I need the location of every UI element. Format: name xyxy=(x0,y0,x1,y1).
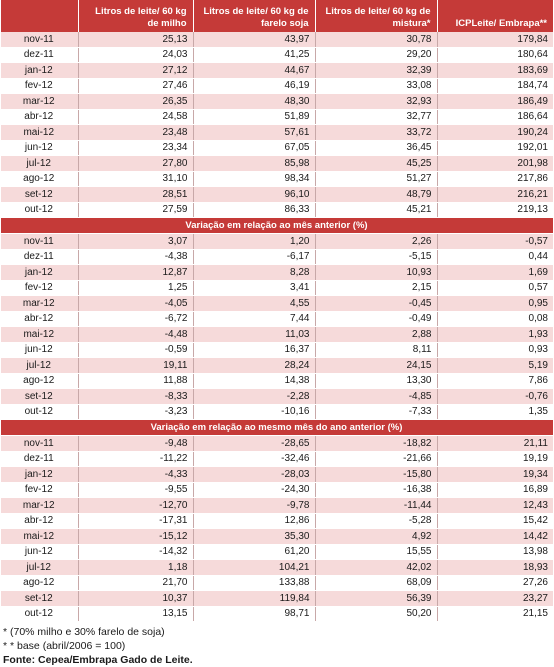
table-row xyxy=(1,63,553,79)
cell-icpleite: 219,13 xyxy=(437,202,553,218)
cell-farelo-soja: -24,30 xyxy=(193,482,315,498)
section-header-row xyxy=(1,218,553,234)
table-row xyxy=(1,436,553,452)
cell-farelo-soja: 57,61 xyxy=(193,125,315,141)
cell-farelo-soja: 61,20 xyxy=(193,544,315,560)
cell-farelo-soja: 98,34 xyxy=(193,171,315,187)
cell-month: mar-12 xyxy=(1,94,78,110)
cell-mistura: -21,66 xyxy=(315,451,437,467)
cell-icpleite: 18,93 xyxy=(437,560,553,576)
header-icpleite: ICPLeite/ Embrapa** xyxy=(437,0,553,32)
cell-milho: -11,22 xyxy=(78,451,193,467)
cell-month: out-12 xyxy=(1,404,78,420)
cell-icpleite: 0,44 xyxy=(437,249,553,265)
cell-mistura: 30,78 xyxy=(315,32,437,47)
cell-farelo-soja: 7,44 xyxy=(193,311,315,327)
cell-farelo-soja: -32,46 xyxy=(193,451,315,467)
cell-month: jun-12 xyxy=(1,544,78,560)
cell-milho: -4,05 xyxy=(78,296,193,312)
cell-month: jan-12 xyxy=(1,265,78,281)
cell-mistura: 56,39 xyxy=(315,591,437,607)
header-mistura: Litros de leite/ 60 kg de mistura* xyxy=(315,0,437,32)
cell-icpleite: 15,42 xyxy=(437,513,553,529)
cell-icpleite: 180,64 xyxy=(437,47,553,63)
cell-month: set-12 xyxy=(1,389,78,405)
cell-icpleite: 27,26 xyxy=(437,575,553,591)
cell-month: mar-12 xyxy=(1,498,78,514)
cell-mistura: 2,88 xyxy=(315,327,437,343)
table-row xyxy=(1,373,553,389)
cell-mistura: -15,80 xyxy=(315,467,437,483)
cell-milho: -14,32 xyxy=(78,544,193,560)
cell-icpleite: -0,76 xyxy=(437,389,553,405)
cell-farelo-soja: -10,16 xyxy=(193,404,315,420)
cell-milho: -4,48 xyxy=(78,327,193,343)
footnote-base: * * base (abril/2006 = 100) xyxy=(3,640,126,652)
cell-icpleite: 1,69 xyxy=(437,265,553,281)
table-row xyxy=(1,342,553,358)
cell-milho: 3,07 xyxy=(78,234,193,250)
cell-month: out-12 xyxy=(1,202,78,218)
cell-farelo-soja: 16,37 xyxy=(193,342,315,358)
table-row xyxy=(1,109,553,125)
table-row xyxy=(1,606,553,622)
cell-icpleite: 21,11 xyxy=(437,436,553,452)
cell-month: jul-12 xyxy=(1,560,78,576)
cell-farelo-soja: 67,05 xyxy=(193,140,315,156)
cell-icpleite: 7,86 xyxy=(437,373,553,389)
cell-farelo-soja: 48,30 xyxy=(193,94,315,110)
cell-icpleite: 192,01 xyxy=(437,140,553,156)
cell-milho: -6,72 xyxy=(78,311,193,327)
cell-icpleite: 184,74 xyxy=(437,78,553,94)
cell-mistura: -5,28 xyxy=(315,513,437,529)
cell-month: dez-11 xyxy=(1,451,78,467)
table-row xyxy=(1,140,553,156)
cell-milho: 26,35 xyxy=(78,94,193,110)
table-row xyxy=(1,249,553,265)
cell-mistura: 29,20 xyxy=(315,47,437,63)
table-row xyxy=(1,171,553,187)
cell-milho: -15,12 xyxy=(78,529,193,545)
cell-milho: 25,13 xyxy=(78,32,193,47)
cell-icpleite: 0,93 xyxy=(437,342,553,358)
cell-milho: -8,33 xyxy=(78,389,193,405)
cell-milho: -0,59 xyxy=(78,342,193,358)
cell-icpleite: 179,84 xyxy=(437,32,553,47)
cell-month: fev-12 xyxy=(1,78,78,94)
cell-farelo-soja: -2,28 xyxy=(193,389,315,405)
cell-month: ago-12 xyxy=(1,373,78,389)
cell-mistura: 2,26 xyxy=(315,234,437,250)
cell-mistura: -7,33 xyxy=(315,404,437,420)
cell-farelo-soja: 1,20 xyxy=(193,234,315,250)
cell-farelo-soja: 85,98 xyxy=(193,156,315,172)
cell-mistura: 4,92 xyxy=(315,529,437,545)
cell-milho: -17,31 xyxy=(78,513,193,529)
cell-month: abr-12 xyxy=(1,109,78,125)
table-row xyxy=(1,451,553,467)
cell-month: jun-12 xyxy=(1,140,78,156)
cell-farelo-soja: -6,17 xyxy=(193,249,315,265)
cell-milho: 1,25 xyxy=(78,280,193,296)
cell-farelo-soja: 43,97 xyxy=(193,32,315,47)
cell-mistura: 48,79 xyxy=(315,187,437,203)
cell-icpleite: 217,86 xyxy=(437,171,553,187)
cell-farelo-soja: 104,21 xyxy=(193,560,315,576)
cell-mistura: 68,09 xyxy=(315,575,437,591)
table-row xyxy=(1,327,553,343)
cell-icpleite: 19,19 xyxy=(437,451,553,467)
cell-mistura: -16,38 xyxy=(315,482,437,498)
cell-farelo-soja: 3,41 xyxy=(193,280,315,296)
cell-mistura: 45,21 xyxy=(315,202,437,218)
footnotes xyxy=(0,622,554,667)
table-row xyxy=(1,296,553,312)
cell-icpleite: 190,24 xyxy=(437,125,553,141)
cell-milho: 1,18 xyxy=(78,560,193,576)
cell-mistura: 33,72 xyxy=(315,125,437,141)
cell-month: jul-12 xyxy=(1,358,78,374)
table-row xyxy=(1,32,553,47)
cell-milho: 31,10 xyxy=(78,171,193,187)
table-row xyxy=(1,202,553,218)
cell-mistura: 42,02 xyxy=(315,560,437,576)
cell-milho: 27,12 xyxy=(78,63,193,79)
cell-mistura: -18,82 xyxy=(315,436,437,452)
cell-mistura: 36,45 xyxy=(315,140,437,156)
cell-icpleite: 1,35 xyxy=(437,404,553,420)
cell-month: fev-12 xyxy=(1,280,78,296)
cell-icpleite: 186,49 xyxy=(437,94,553,110)
cell-month: jan-12 xyxy=(1,63,78,79)
cell-month: ago-12 xyxy=(1,575,78,591)
table-row xyxy=(1,513,553,529)
cell-icpleite: 0,08 xyxy=(437,311,553,327)
cell-farelo-soja: 98,71 xyxy=(193,606,315,622)
source-note: Fonte: Cepea/Embrapa Gado de Leite. xyxy=(3,654,193,666)
table-row xyxy=(1,575,553,591)
cell-milho: -9,55 xyxy=(78,482,193,498)
cell-month: mai-12 xyxy=(1,529,78,545)
cell-milho: 27,59 xyxy=(78,202,193,218)
cell-month: abr-12 xyxy=(1,311,78,327)
cell-milho: -3,23 xyxy=(78,404,193,420)
cell-mistura: -0,45 xyxy=(315,296,437,312)
section-title: Variação em relação ao mesmo mês do ano anterior (%) xyxy=(1,420,553,436)
cell-farelo-soja: 46,19 xyxy=(193,78,315,94)
table-row xyxy=(1,78,553,94)
cell-month: nov-11 xyxy=(1,436,78,452)
cell-farelo-soja: -28,03 xyxy=(193,467,315,483)
cell-milho: 12,87 xyxy=(78,265,193,281)
cell-mistura: 32,39 xyxy=(315,63,437,79)
table-row xyxy=(1,280,553,296)
cell-month: jul-12 xyxy=(1,156,78,172)
cell-mistura: 45,25 xyxy=(315,156,437,172)
cell-mistura: 13,30 xyxy=(315,373,437,389)
cell-month: set-12 xyxy=(1,187,78,203)
cell-mistura: -0,49 xyxy=(315,311,437,327)
table-row xyxy=(1,265,553,281)
cell-mistura: 32,77 xyxy=(315,109,437,125)
cell-farelo-soja: 4,55 xyxy=(193,296,315,312)
cell-mistura: 8,11 xyxy=(315,342,437,358)
cell-month: ago-12 xyxy=(1,171,78,187)
cell-milho: 27,46 xyxy=(78,78,193,94)
cell-farelo-soja: 8,28 xyxy=(193,265,315,281)
cell-icpleite: 186,64 xyxy=(437,109,553,125)
table-row xyxy=(1,311,553,327)
cell-farelo-soja: 14,38 xyxy=(193,373,315,389)
table-row xyxy=(1,482,553,498)
table-row xyxy=(1,467,553,483)
header-farelo-soja: Litros de leite/ 60 kg de farelo soja xyxy=(193,0,315,32)
cell-month: dez-11 xyxy=(1,47,78,63)
cell-month: mai-12 xyxy=(1,327,78,343)
cell-mistura: 10,93 xyxy=(315,265,437,281)
cell-icpleite: 13,98 xyxy=(437,544,553,560)
cell-milho: 27,80 xyxy=(78,156,193,172)
cell-mistura: -11,44 xyxy=(315,498,437,514)
cell-icpleite: 16,89 xyxy=(437,482,553,498)
cell-milho: 24,03 xyxy=(78,47,193,63)
cell-icpleite: 0,95 xyxy=(437,296,553,312)
cell-farelo-soja: 11,03 xyxy=(193,327,315,343)
cell-milho: -4,38 xyxy=(78,249,193,265)
cell-milho: -12,70 xyxy=(78,498,193,514)
table-row xyxy=(1,544,553,560)
cell-icpleite: 12,43 xyxy=(437,498,553,514)
cell-icpleite: 21,15 xyxy=(437,606,553,622)
table-row xyxy=(1,47,553,63)
cell-month: mai-12 xyxy=(1,125,78,141)
cell-milho: 13,15 xyxy=(78,606,193,622)
cell-icpleite: 23,27 xyxy=(437,591,553,607)
cell-mistura: 50,20 xyxy=(315,606,437,622)
header-milho: Litros de leite/ 60 kg de milho xyxy=(78,0,193,32)
cell-mistura: -5,15 xyxy=(315,249,437,265)
table-row xyxy=(1,560,553,576)
header-row xyxy=(1,0,553,32)
cell-farelo-soja: 44,67 xyxy=(193,63,315,79)
header-month xyxy=(1,0,78,32)
cell-icpleite: 5,19 xyxy=(437,358,553,374)
cell-month: nov-11 xyxy=(1,32,78,47)
table-row xyxy=(1,529,553,545)
cell-month: mar-12 xyxy=(1,296,78,312)
cell-milho: 11,88 xyxy=(78,373,193,389)
cell-mistura: 32,93 xyxy=(315,94,437,110)
cell-milho: 19,11 xyxy=(78,358,193,374)
cell-milho: -9,48 xyxy=(78,436,193,452)
cell-milho: 21,70 xyxy=(78,575,193,591)
cell-icpleite: 19,34 xyxy=(437,467,553,483)
cell-month: fev-12 xyxy=(1,482,78,498)
cell-farelo-soja: -28,65 xyxy=(193,436,315,452)
cell-farelo-soja: 96,10 xyxy=(193,187,315,203)
cell-farelo-soja: 35,30 xyxy=(193,529,315,545)
footnote-mix: * (70% milho e 30% farelo de soja) xyxy=(3,626,165,638)
cell-farelo-soja: -9,78 xyxy=(193,498,315,514)
cell-mistura: 24,15 xyxy=(315,358,437,374)
cell-farelo-soja: 133,88 xyxy=(193,575,315,591)
cell-month: jan-12 xyxy=(1,467,78,483)
table-row xyxy=(1,404,553,420)
cell-icpleite: 14,42 xyxy=(437,529,553,545)
table-row xyxy=(1,498,553,514)
cell-icpleite: 183,69 xyxy=(437,63,553,79)
cell-month: set-12 xyxy=(1,591,78,607)
cell-farelo-soja: 51,89 xyxy=(193,109,315,125)
cell-farelo-soja: 119,84 xyxy=(193,591,315,607)
cell-icpleite: 201,98 xyxy=(437,156,553,172)
cell-farelo-soja: 12,86 xyxy=(193,513,315,529)
cell-month: out-12 xyxy=(1,606,78,622)
cell-month: jun-12 xyxy=(1,342,78,358)
cell-milho: 23,48 xyxy=(78,125,193,141)
milk-exchange-table xyxy=(1,0,553,622)
table-row xyxy=(1,389,553,405)
cell-icpleite: 0,57 xyxy=(437,280,553,296)
cell-milho: 10,37 xyxy=(78,591,193,607)
section-header-row xyxy=(1,420,553,436)
cell-farelo-soja: 86,33 xyxy=(193,202,315,218)
table-row xyxy=(1,358,553,374)
cell-icpleite: 216,21 xyxy=(437,187,553,203)
cell-icpleite: -0,57 xyxy=(437,234,553,250)
table-row xyxy=(1,156,553,172)
cell-milho: 28,51 xyxy=(78,187,193,203)
cell-mistura: 33,08 xyxy=(315,78,437,94)
table-row xyxy=(1,234,553,250)
section-title: Variação em relação ao mês anterior (%) xyxy=(1,218,553,234)
cell-milho: 23,34 xyxy=(78,140,193,156)
table-row xyxy=(1,94,553,110)
table-row xyxy=(1,125,553,141)
table-row xyxy=(1,187,553,203)
table-body xyxy=(1,32,553,622)
cell-mistura: 2,15 xyxy=(315,280,437,296)
cell-month: dez-11 xyxy=(1,249,78,265)
table-row xyxy=(1,591,553,607)
cell-milho: -4,33 xyxy=(78,467,193,483)
cell-milho: 24,58 xyxy=(78,109,193,125)
cell-farelo-soja: 41,25 xyxy=(193,47,315,63)
cell-mistura: 15,55 xyxy=(315,544,437,560)
cell-month: abr-12 xyxy=(1,513,78,529)
cell-icpleite: 1,93 xyxy=(437,327,553,343)
cell-mistura: 51,27 xyxy=(315,171,437,187)
cell-farelo-soja: 28,24 xyxy=(193,358,315,374)
cell-month: nov-11 xyxy=(1,234,78,250)
cell-mistura: -4,85 xyxy=(315,389,437,405)
